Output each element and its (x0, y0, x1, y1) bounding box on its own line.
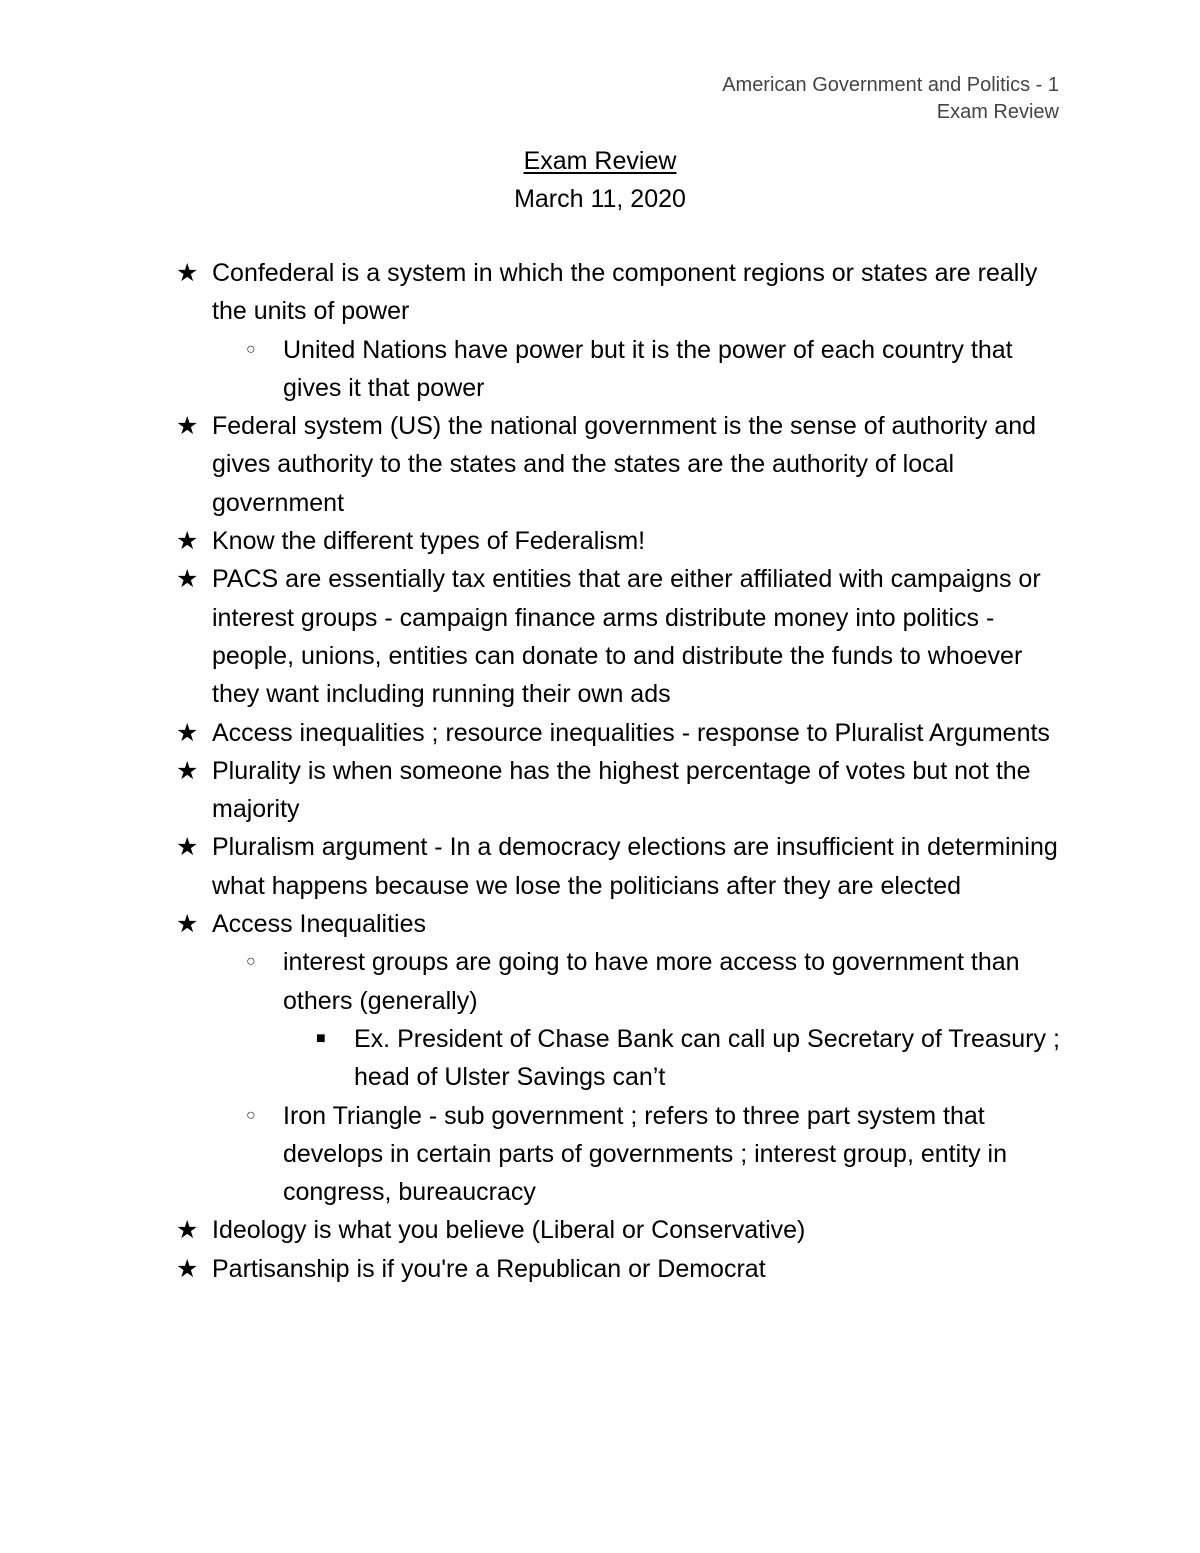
list-item (0, 1250, 1060, 1288)
list-item-text: Pluralism argument - In a democracy elections are insufficient in determining what happens because we lose the politicians after they are elected (212, 833, 1058, 900)
list-item-text: interest groups are going to have more access to government than others (generally) (283, 948, 1020, 1015)
list-item-text: Plurality is when someone has the highest percentage of votes but not the majority (212, 756, 1031, 824)
list-item (0, 254, 1060, 331)
list-item-text: Ex. President of Chase Bank can call up Secretary of Treasury ; head of Ulster Savings can’t (354, 1024, 1060, 1092)
list-item (0, 560, 1060, 713)
list-item (0, 905, 1060, 943)
circle-bullet-icon: ○ (246, 1106, 256, 1124)
star-bullet-icon: ★ (176, 833, 199, 862)
list-item (0, 522, 1060, 560)
list-item (0, 1097, 1060, 1212)
star-bullet-icon: ★ (176, 565, 199, 594)
list-item (0, 752, 1060, 829)
square-bullet-icon: ■ (316, 1029, 326, 1047)
circle-bullet-icon: ○ (246, 340, 256, 358)
list-item-text: Access inequalities ; resource inequalities - response to Pluralist Arguments (212, 718, 1050, 747)
list-item (0, 714, 1060, 752)
list-item-text: Ideology is what you believe (Liberal or Conservative) (212, 1216, 806, 1245)
header-doc-title: Exam Review (936, 101, 1059, 123)
list-item-text: PACS are essentially tax entities that are either affiliated with campaigns or interest groups - campaign finance arms distribute money into politics - people, unions, entities can donate to and distribute the funds to whoever they want including running their own ads (212, 565, 1041, 709)
header-course-title: American Government and Politics - 1 (722, 74, 1059, 96)
star-bullet-icon: ★ (176, 527, 199, 556)
star-bullet-icon: ★ (176, 718, 199, 747)
list-item (0, 407, 1060, 522)
list-item-text: United Nations have power but it is the power of each country that gives it that power (283, 335, 1013, 402)
page-date: March 11, 2020 (514, 185, 686, 213)
page-title: Exam Review (523, 147, 677, 175)
notes-list (0, 254, 1200, 1288)
star-bullet-icon: ★ (176, 412, 199, 441)
page-header (722, 72, 1059, 126)
list-item-text: Know the different types of Federalism! (212, 527, 646, 556)
list-item-text: Federal system (US) the national government is the sense of authority and gives authority to the states and the states are the authority of local government (212, 412, 1037, 517)
star-bullet-icon: ★ (176, 910, 199, 939)
list-item (0, 1211, 1060, 1249)
list-item-text: Access Inequalities (212, 910, 427, 939)
title-block (0, 142, 1200, 218)
list-item-text: Iron Triangle - sub government ; refers to three part system that develops in certain parts of governments ; interest group, entity in congress, bureaucracy (283, 1101, 1007, 1207)
list-item (0, 331, 1060, 408)
star-bullet-icon: ★ (176, 1254, 199, 1283)
list-item-text: Partisanship is if you're a Republican or Democrat (212, 1254, 766, 1283)
circle-bullet-icon: ○ (246, 953, 256, 971)
star-bullet-icon: ★ (176, 1216, 199, 1245)
star-bullet-icon: ★ (176, 259, 199, 287)
list-item (0, 828, 1060, 905)
list-item (0, 943, 1060, 1020)
star-bullet-icon: ★ (176, 756, 199, 785)
list-item (0, 1020, 1060, 1097)
list-item-text: Confederal is a system in which the component regions or states are really the units of power (212, 259, 1038, 326)
